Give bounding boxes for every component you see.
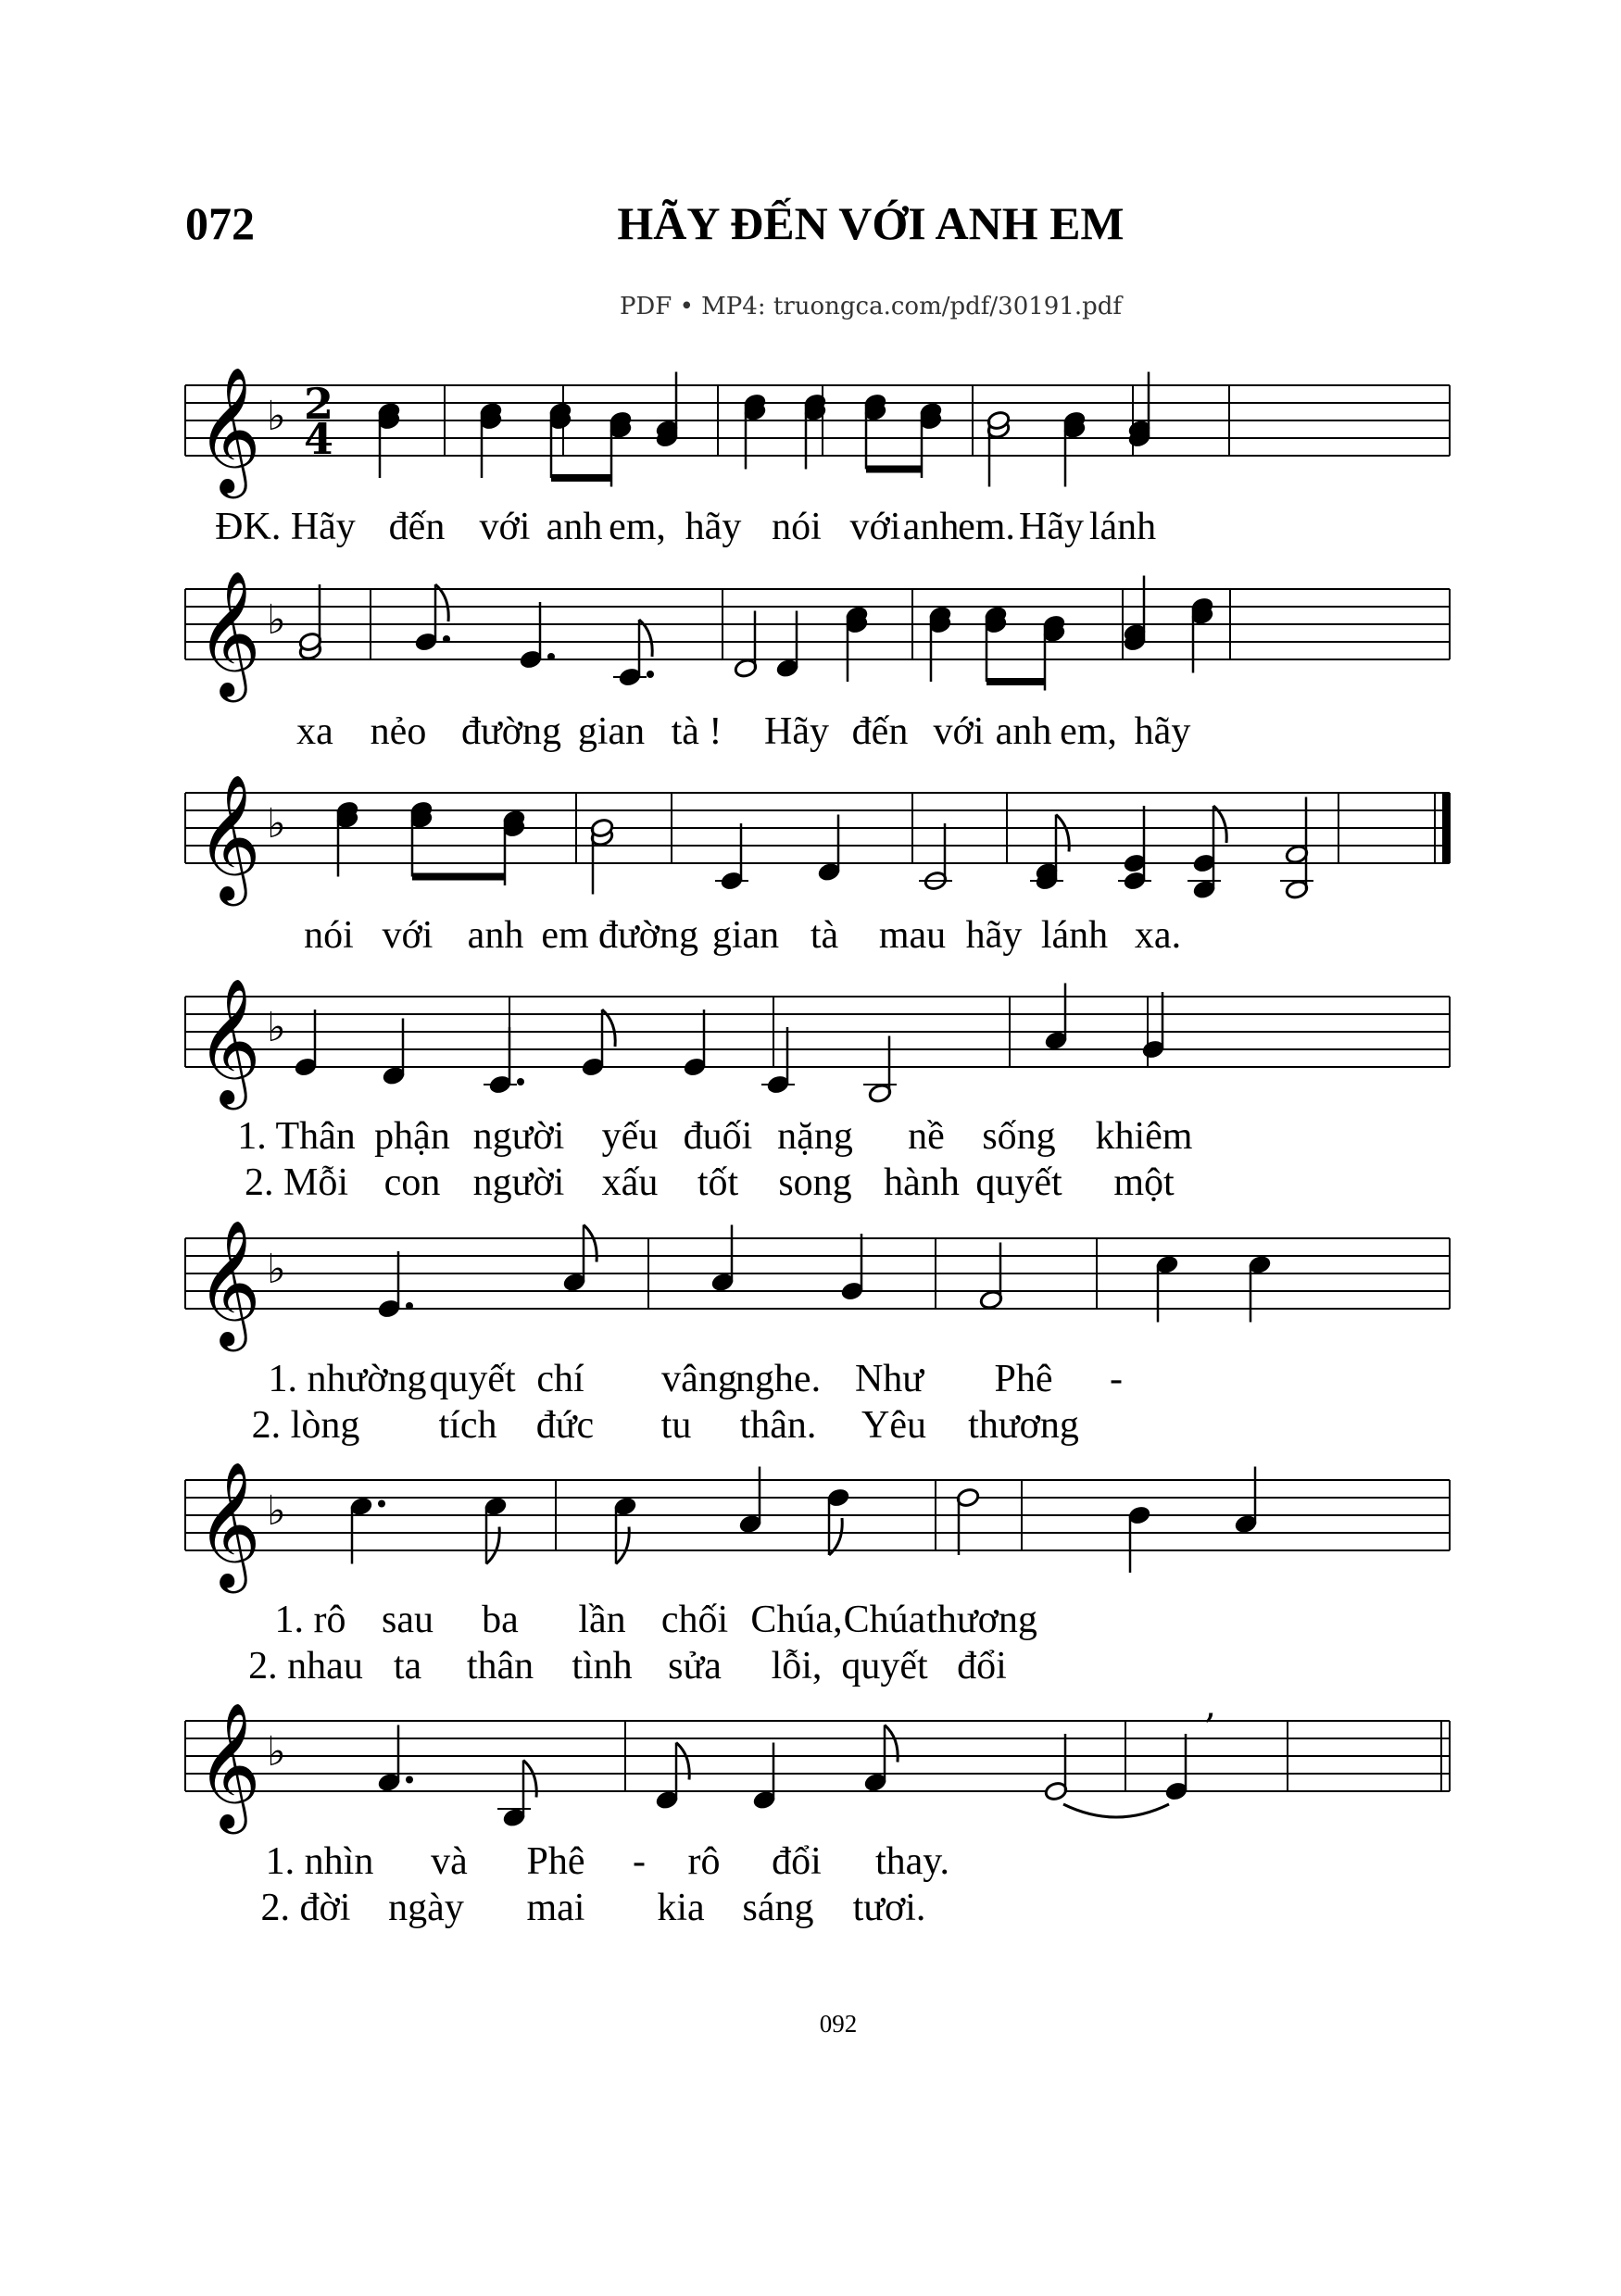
lyric-syllable: hãy	[965, 914, 1023, 957]
lyric-syllable: rô	[687, 1840, 721, 1883]
lyric-syllable: đến	[851, 710, 909, 753]
lyric-syllable: thương	[968, 1404, 1079, 1447]
augmentation-dot	[443, 635, 450, 643]
lyric-syllable: Chúa,	[750, 1599, 843, 1641]
lyric-syllable: -	[633, 1840, 646, 1883]
lyric-syllable: thay.	[874, 1840, 950, 1883]
augmentation-dot	[547, 653, 555, 660]
lyric-syllable: tươi.	[852, 1887, 926, 1929]
lyric-syllable: 2. nhau	[248, 1645, 363, 1687]
lyric-syllable: xấu	[601, 1161, 659, 1204]
treble-clef-icon: 𝄞	[196, 1460, 261, 1587]
lyric-syllable: em.	[958, 506, 1015, 548]
flat-icon: ♭	[267, 800, 286, 847]
treble-clef-icon: 𝄞	[196, 365, 261, 493]
augmentation-dot	[406, 1302, 413, 1310]
treble-clef-icon: 𝄞	[196, 976, 261, 1104]
lyric-syllable: với	[849, 506, 901, 548]
lyric-syllable: mai	[526, 1887, 585, 1929]
source-link[interactable]: PDF • MP4: truongca.com/pdf/30191.pdf	[619, 293, 1123, 320]
note-beam	[412, 873, 506, 881]
lyric-syllable: ĐK. Hãy	[215, 506, 356, 548]
note-beam	[866, 466, 923, 473]
lyric-syllable: một	[1113, 1161, 1175, 1204]
lyric-syllable: đổi	[957, 1645, 1007, 1687]
lyric-syllable: sống	[982, 1115, 1056, 1158]
lyric-syllable: nói	[772, 506, 822, 548]
lyric-syllable: nẻo	[370, 710, 427, 753]
lyric-syllable: lần	[578, 1599, 626, 1641]
lyric-syllable: 1. rô	[274, 1599, 346, 1641]
treble-clef-icon: 𝄞	[196, 1700, 261, 1828]
lyric-syllable: chối	[660, 1599, 729, 1641]
lyric-syllable: Chúa	[843, 1599, 926, 1641]
lyric-syllable: mau	[878, 914, 947, 957]
lyric-syllable: anh	[546, 506, 603, 548]
flat-icon: ♭	[267, 393, 286, 440]
lyric-syllable: với	[479, 506, 531, 548]
lyric-syllable: lỗi,	[771, 1645, 823, 1687]
lyric-syllable: đức	[535, 1404, 595, 1447]
lyric-syllable: kia	[657, 1887, 705, 1929]
lyric-syllable: Hãy	[764, 710, 829, 753]
lyric-syllable: đến	[388, 506, 446, 548]
treble-clef-icon: 𝄞	[196, 1218, 261, 1346]
note-beam	[551, 474, 612, 482]
lyric-syllable: song	[778, 1161, 852, 1204]
treble-clef-icon: 𝄞	[196, 772, 261, 900]
lyric-syllable: tà !	[671, 710, 723, 753]
lyric-syllable: đuối	[683, 1115, 753, 1158]
flat-icon: ♭	[267, 1487, 286, 1535]
lyric-syllable: chí	[536, 1358, 584, 1400]
flat-icon: ♭	[267, 1728, 286, 1775]
lyric-syllable: nề	[908, 1115, 945, 1158]
lyric-syllable: sau	[382, 1599, 434, 1641]
lyric-syllable: thân	[466, 1645, 534, 1687]
note-beam	[986, 678, 1046, 685]
lyric-syllable: đường	[598, 914, 698, 957]
lyric-syllable: Hãy	[1019, 506, 1084, 548]
lyric-syllable: tà	[810, 914, 839, 957]
lyric-syllable: quyết	[975, 1161, 1062, 1204]
lyric-syllable: lánh	[1040, 914, 1109, 957]
lyric-syllable: 1. nhìn	[265, 1840, 374, 1883]
lyric-syllable: em,	[1060, 710, 1117, 753]
lyric-syllable: xa	[296, 710, 333, 753]
lyric-syllable: gian	[711, 914, 780, 957]
lyric-syllable: lánh	[1088, 506, 1157, 548]
final-barline	[1442, 793, 1451, 863]
flat-icon: ♭	[267, 596, 286, 644]
lyric-syllable: em,	[609, 506, 666, 548]
treble-clef-icon: 𝄞	[196, 569, 261, 696]
lyric-syllable: người	[472, 1161, 565, 1204]
lyric-syllable: vâng	[661, 1358, 737, 1400]
flat-icon: ♭	[267, 1004, 286, 1051]
flat-icon: ♭	[267, 1246, 286, 1293]
lyric-syllable: 1. Thân	[237, 1115, 356, 1158]
lyric-syllable: -	[1110, 1358, 1123, 1400]
lyric-syllable: xa.	[1134, 914, 1182, 957]
lyric-syllable: Phê	[994, 1358, 1053, 1400]
lyric-syllable: Yêu	[861, 1404, 926, 1447]
lyric-syllable: đổi	[772, 1840, 822, 1883]
lyric-syllable: thân.	[739, 1404, 817, 1447]
lyric-syllable: anh	[467, 914, 524, 957]
lyric-syllable: thương	[926, 1599, 1037, 1641]
lyric-syllable: tốt	[697, 1161, 739, 1204]
lyric-syllable: Phê	[526, 1840, 585, 1883]
lyric-syllable: 1. nhường	[268, 1358, 427, 1400]
lyric-syllable: hãy	[685, 506, 742, 548]
lyric-syllable: hãy	[1134, 710, 1191, 753]
lyric-syllable: anh	[995, 710, 1052, 753]
lyric-syllable: tu	[660, 1404, 692, 1447]
lyric-syllable: nghe.	[735, 1358, 822, 1400]
tie	[1063, 1804, 1169, 1817]
song-title: HÃY ĐẾN VỚI ANH EM	[617, 197, 1125, 249]
lyric-syllable: khiêm	[1095, 1115, 1193, 1158]
lyric-syllable: 2. Mỗi	[244, 1161, 349, 1204]
lyric-syllable: với	[933, 710, 985, 753]
lyric-syllable: quyết	[429, 1358, 516, 1400]
lyric-syllable: phận	[374, 1115, 450, 1158]
breath-mark: ,	[1204, 1681, 1217, 1726]
time-signature-bottom: 4	[304, 414, 334, 464]
lyric-syllable: hành	[884, 1161, 960, 1204]
lyric-syllable: tình	[572, 1645, 633, 1687]
augmentation-dot	[517, 1078, 524, 1085]
lyric-syllable: ba	[482, 1599, 519, 1641]
augmentation-dot	[406, 1776, 413, 1784]
song-number: 072	[185, 197, 255, 249]
lyric-syllable: quyết	[841, 1645, 928, 1687]
augmentation-dot	[647, 671, 654, 678]
lyric-syllable: con	[383, 1161, 441, 1204]
lyric-syllable: anh	[902, 506, 960, 548]
lyric-syllable: nói	[304, 914, 354, 957]
lyric-syllable: ngày	[388, 1887, 464, 1929]
lyric-syllable: tích	[438, 1404, 497, 1447]
augmentation-dot	[378, 1500, 385, 1508]
time-signature-top: 2	[304, 379, 334, 429]
lyric-syllable: sáng	[742, 1887, 814, 1929]
page-number: 092	[819, 2010, 858, 2038]
lyric-syllable: gian	[577, 710, 646, 753]
lyric-syllable: đường	[461, 710, 561, 753]
lyric-syllable: sửa	[668, 1645, 722, 1687]
lyric-syllable: người	[472, 1115, 565, 1158]
lyric-syllable: Như	[854, 1358, 924, 1400]
lyric-syllable: và	[431, 1840, 468, 1883]
lyric-syllable: nặng	[777, 1115, 853, 1158]
lyric-syllable: 2. đời	[260, 1887, 351, 1929]
lyric-syllable: ta	[393, 1645, 422, 1687]
lyric-syllable: yếu	[601, 1115, 659, 1158]
lyric-syllable: em	[541, 914, 589, 957]
lyric-syllable: với	[382, 914, 434, 957]
lyric-syllable: 2. lòng	[251, 1404, 360, 1447]
